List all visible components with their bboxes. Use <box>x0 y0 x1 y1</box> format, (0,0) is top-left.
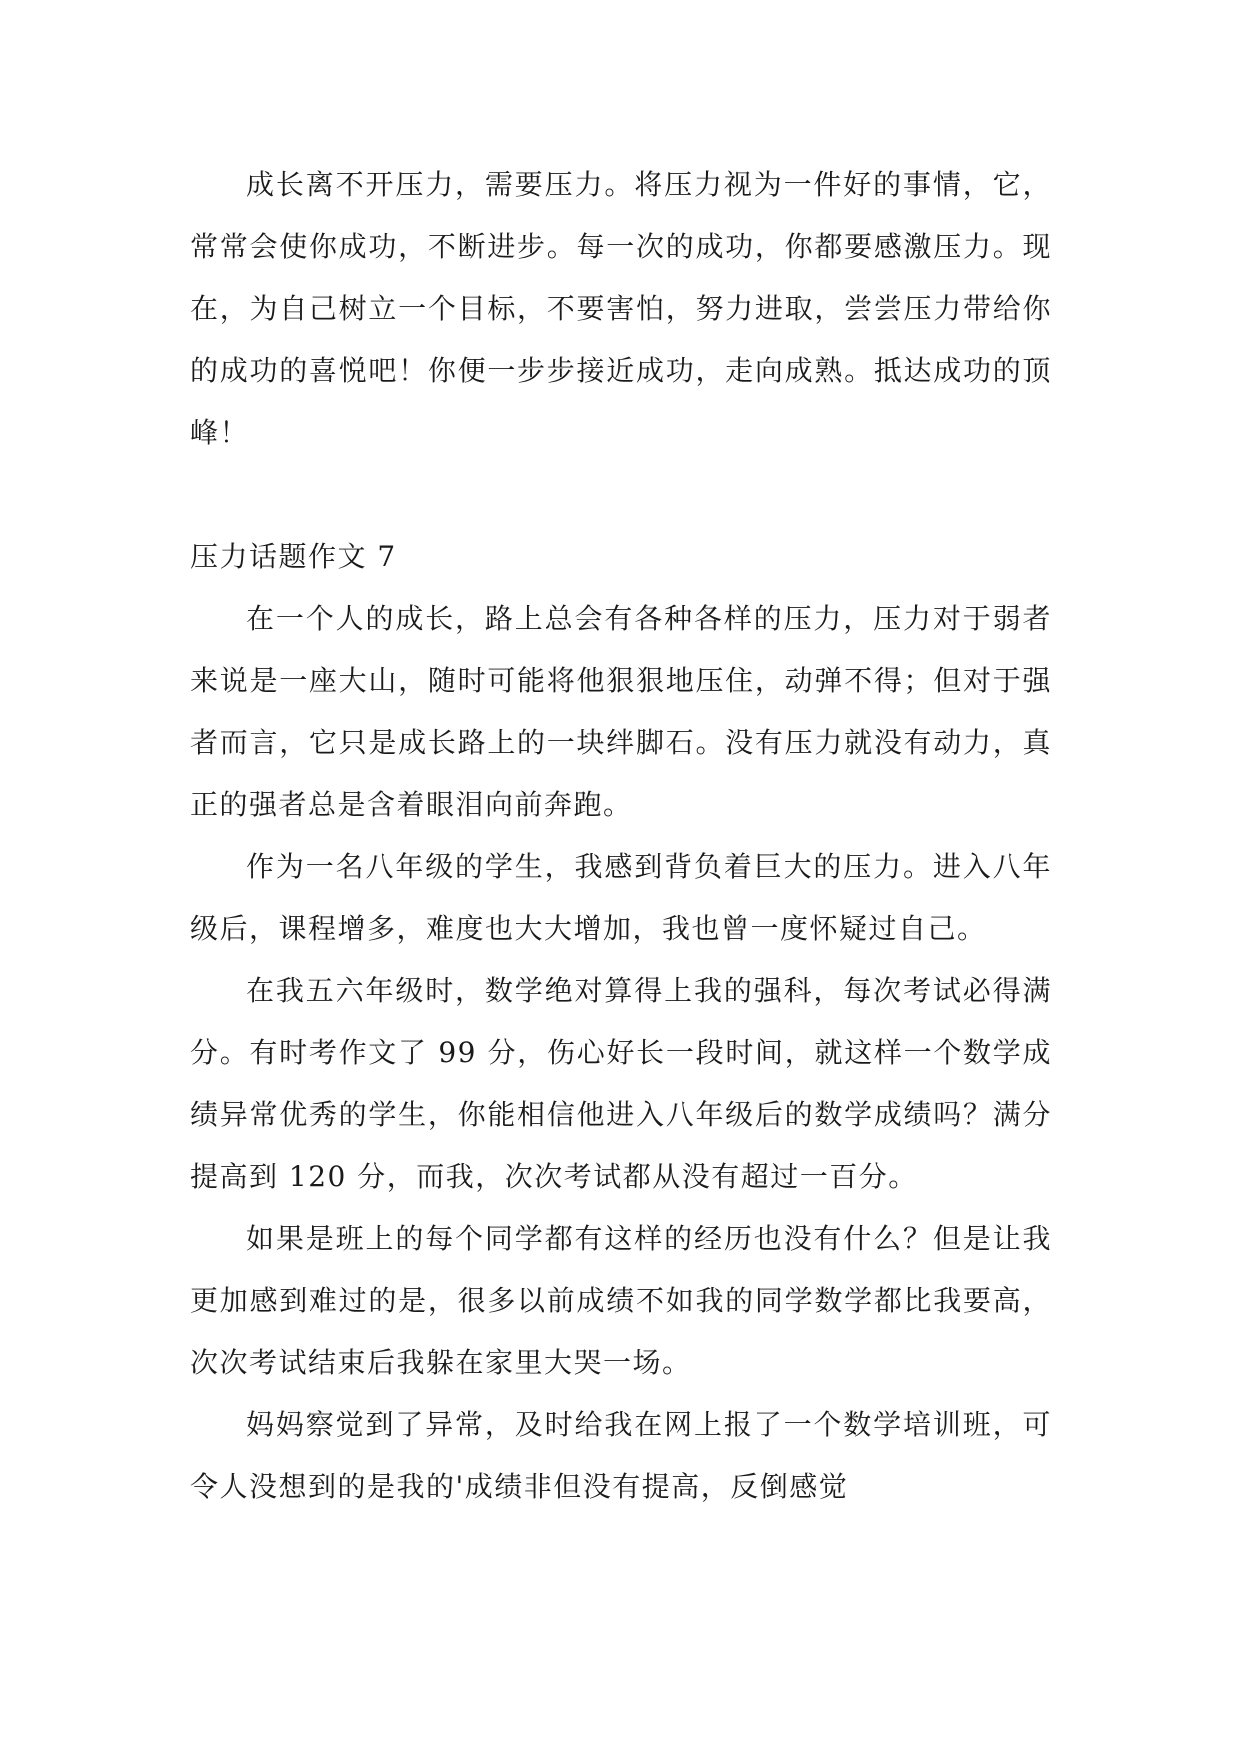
intro-paragraph: 成长离不开压力，需要压力。将压力视为一件好的事情，它，常常会使你成功，不断进步。每一次的成功，你都要感激压力。现在，为自己树立一个目标，不要害怕，努力进取，尝尝压力带给你的成功的喜悦吧！你便一步步接近成功，走向成熟。抵达成功的顶峰！ <box>190 168 1052 449</box>
paragraph-1: 在一个人的成长，路上总会有各种各样的压力，压力对于弱者来说是一座大山，随时可能将他狠狠地压住，动弹不得；但对于强者而言，它只是成长路上的一块绊脚石。没有压力就没有动力，真正的强者总是含着眼泪向前奔跑。 <box>190 602 1052 821</box>
paragraph-3: 在我五六年级时，数学绝对算得上我的强科，每次考试必得满分。有时考作文了 99 分，伤心好长一段时间，就这样一个数学成绩异常优秀的学生，你能相信他进入八年级后的数学成绩吗？满分提高到 120 分，而我，次次考试都从没有超过一百分。 <box>190 974 1052 1193</box>
paragraph-4: 如果是班上的每个同学都有这样的经历也没有什么？但是让我更加感到难过的是，很多以前成绩不如我的同学数学都比我要高，次次考试结束后我躲在家里大哭一场。 <box>190 1222 1052 1379</box>
document-body <box>190 154 1052 1518</box>
paragraph-5: 妈妈察觉到了异常，及时给我在网上报了一个数学培训班，可令人没想到的是我的'成绩非但没有提高，反倒感觉 <box>190 1408 1052 1503</box>
paragraph-2: 作为一名八年级的学生，我感到背负着巨大的压力。进入八年级后，课程增多，难度也大大增加，我也曾一度怀疑过自己。 <box>190 850 1052 945</box>
section-title: 压力话题作文 7 <box>190 540 397 573</box>
